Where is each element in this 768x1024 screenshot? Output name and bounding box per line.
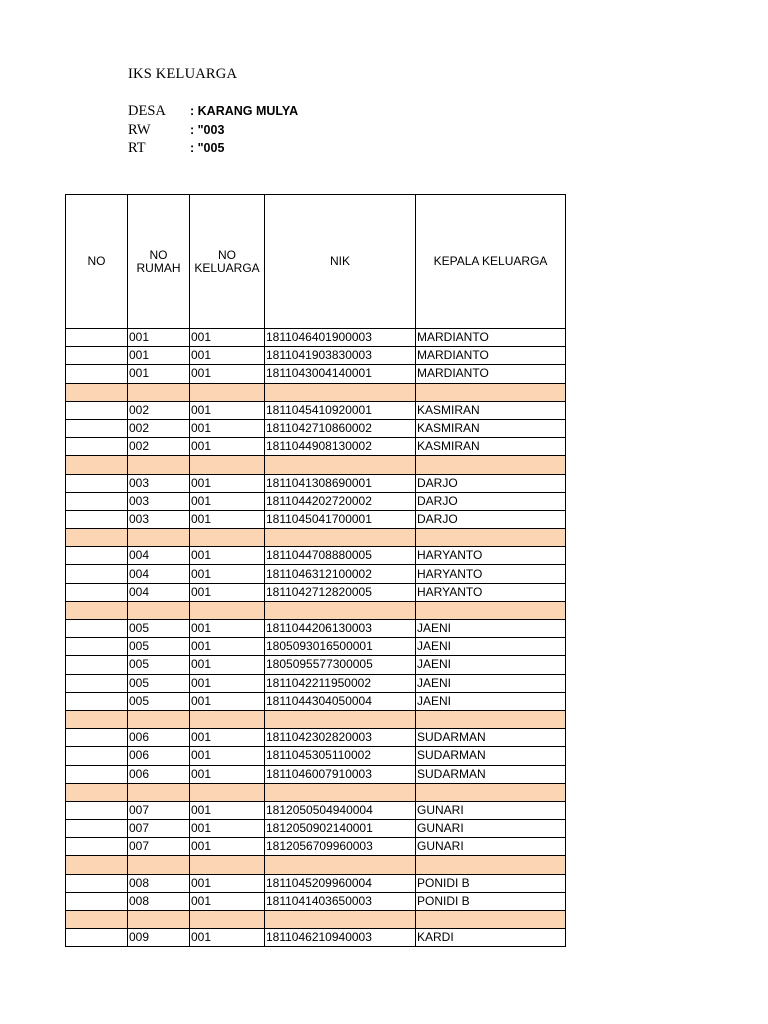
- separator-cell: [190, 783, 265, 801]
- cell-no-rumah: 001: [128, 365, 190, 383]
- cell-no-rumah: 007: [128, 820, 190, 838]
- cell-nik: 1812056709960003: [265, 838, 416, 856]
- separator-row: [66, 601, 566, 619]
- cell-kepala-keluarga: GUNARI: [416, 838, 566, 856]
- separator-cell: [416, 383, 566, 401]
- cell-no: [66, 547, 128, 565]
- cell-no-rumah: 007: [128, 801, 190, 819]
- cell-nik: 1811041903830003: [265, 347, 416, 365]
- table-row: [66, 492, 566, 510]
- cell-no-rumah: 004: [128, 565, 190, 583]
- cell-no-rumah: 005: [128, 656, 190, 674]
- table-row: [66, 583, 566, 601]
- cell-kepala-keluarga: HARYANTO: [416, 583, 566, 601]
- cell-no: [66, 765, 128, 783]
- cell-nik: 1811046007910003: [265, 765, 416, 783]
- separator-cell: [265, 856, 416, 874]
- table-row: [66, 892, 566, 910]
- cell-no-rumah: 002: [128, 419, 190, 437]
- cell-kepala-keluarga: HARYANTO: [416, 565, 566, 583]
- cell-nik: 1811042712820005: [265, 583, 416, 601]
- cell-no-keluarga: 001: [190, 583, 265, 601]
- cell-no-rumah: 004: [128, 583, 190, 601]
- cell-kepala-keluarga: PONIDI B: [416, 892, 566, 910]
- separator-cell: [265, 456, 416, 474]
- cell-no-rumah: 001: [128, 329, 190, 347]
- cell-no-keluarga: 001: [190, 801, 265, 819]
- cell-nik: 1811042710860002: [265, 419, 416, 437]
- cell-no-keluarga: 001: [190, 656, 265, 674]
- cell-no: [66, 838, 128, 856]
- header-no-rumah-line2: RUMAH: [136, 260, 181, 275]
- cell-nik: 1811045305110002: [265, 747, 416, 765]
- rt-label: RT: [128, 140, 146, 156]
- cell-kepala-keluarga: KASMIRAN: [416, 401, 566, 419]
- cell-no: [66, 747, 128, 765]
- cell-nik: 1811046312100002: [265, 565, 416, 583]
- separator-cell: [66, 456, 128, 474]
- cell-no: [66, 729, 128, 747]
- cell-no-keluarga: 001: [190, 438, 265, 456]
- cell-no-rumah: 003: [128, 474, 190, 492]
- cell-no-rumah: 008: [128, 874, 190, 892]
- cell-no-keluarga: 001: [190, 620, 265, 638]
- table-row: [66, 838, 566, 856]
- cell-kepala-keluarga: SUDARMAN: [416, 765, 566, 783]
- cell-no-rumah: 003: [128, 492, 190, 510]
- cell-no: [66, 401, 128, 419]
- cell-no-keluarga: 001: [190, 674, 265, 692]
- desa-label: DESA: [128, 103, 166, 119]
- table-row: [66, 729, 566, 747]
- cell-kepala-keluarga: JAENI: [416, 674, 566, 692]
- separator-cell: [416, 710, 566, 728]
- cell-kepala-keluarga: DARJO: [416, 474, 566, 492]
- cell-nik: 1811045209960004: [265, 874, 416, 892]
- cell-no: [66, 347, 128, 365]
- cell-no: [66, 438, 128, 456]
- cell-nik: 1811044908130002: [265, 438, 416, 456]
- header-no-keluarga-line1: NO: [218, 247, 236, 262]
- cell-kepala-keluarga: PONIDI B: [416, 874, 566, 892]
- separator-cell: [265, 710, 416, 728]
- cell-no-rumah: 006: [128, 765, 190, 783]
- cell-no-rumah: 005: [128, 620, 190, 638]
- header-no-keluarga-line2: KELUARGA: [194, 260, 260, 275]
- table-row: [66, 674, 566, 692]
- cell-no: [66, 692, 128, 710]
- table-row: [66, 692, 566, 710]
- header-no-rumah: [128, 195, 190, 329]
- separator-cell: [265, 529, 416, 547]
- separator-cell: [128, 529, 190, 547]
- cell-no-rumah: 007: [128, 838, 190, 856]
- separator-cell: [265, 911, 416, 929]
- cell-kepala-keluarga: SUDARMAN: [416, 729, 566, 747]
- table-row: [66, 620, 566, 638]
- cell-no: [66, 892, 128, 910]
- cell-kepala-keluarga: MARDIANTO: [416, 347, 566, 365]
- separator-cell: [190, 601, 265, 619]
- desa-value: : KARANG MULYA: [190, 104, 299, 118]
- cell-kepala-keluarga: HARYANTO: [416, 547, 566, 565]
- cell-no: [66, 474, 128, 492]
- table-row: [66, 547, 566, 565]
- separator-cell: [128, 911, 190, 929]
- cell-nik: 1811044202720002: [265, 492, 416, 510]
- table-row: [66, 419, 566, 437]
- separator-cell: [416, 601, 566, 619]
- cell-no-keluarga: 001: [190, 874, 265, 892]
- rw-value: : "003: [190, 123, 225, 137]
- cell-no-rumah: 005: [128, 692, 190, 710]
- table-row: [66, 365, 566, 383]
- cell-no: [66, 874, 128, 892]
- cell-kepala-keluarga: KASMIRAN: [416, 419, 566, 437]
- cell-no-keluarga: 001: [190, 365, 265, 383]
- separator-cell: [416, 856, 566, 874]
- cell-no-keluarga: 001: [190, 765, 265, 783]
- cell-no-rumah: 008: [128, 892, 190, 910]
- rt-value: : "005: [190, 141, 225, 155]
- cell-nik: 1811044708880005: [265, 547, 416, 565]
- table-row: [66, 765, 566, 783]
- header-no-keluarga: [190, 195, 265, 329]
- header-nik: NIK: [265, 195, 416, 329]
- cell-no-keluarga: 001: [190, 401, 265, 419]
- separator-row: [66, 529, 566, 547]
- separator-cell: [190, 383, 265, 401]
- separator-cell: [66, 911, 128, 929]
- cell-kepala-keluarga: JAENI: [416, 620, 566, 638]
- document-title: IKS KELUARGA: [128, 66, 238, 82]
- rw-label: RW: [128, 122, 151, 138]
- cell-nik: 1811044206130003: [265, 620, 416, 638]
- cell-no-keluarga: 001: [190, 547, 265, 565]
- cell-no-rumah: 005: [128, 638, 190, 656]
- cell-kepala-keluarga: GUNARI: [416, 801, 566, 819]
- cell-kepala-keluarga: DARJO: [416, 492, 566, 510]
- cell-no: [66, 565, 128, 583]
- cell-no: [66, 674, 128, 692]
- cell-nik: 1811041403650003: [265, 892, 416, 910]
- separator-cell: [190, 529, 265, 547]
- table-row: [66, 747, 566, 765]
- separator-cell: [190, 856, 265, 874]
- separator-cell: [128, 456, 190, 474]
- family-table: [65, 194, 566, 947]
- header-no: NO: [66, 195, 128, 329]
- cell-kepala-keluarga: SUDARMAN: [416, 747, 566, 765]
- cell-no-keluarga: 001: [190, 565, 265, 583]
- cell-no: [66, 656, 128, 674]
- separator-row: [66, 710, 566, 728]
- table-row: [66, 329, 566, 347]
- cell-nik: 1812050902140001: [265, 820, 416, 838]
- table-row: [66, 801, 566, 819]
- separator-cell: [128, 856, 190, 874]
- separator-cell: [190, 710, 265, 728]
- separator-cell: [128, 710, 190, 728]
- cell-nik: 1811045410920001: [265, 401, 416, 419]
- separator-cell: [128, 383, 190, 401]
- cell-kepala-keluarga: MARDIANTO: [416, 329, 566, 347]
- table-row: [66, 874, 566, 892]
- separator-cell: [416, 456, 566, 474]
- separator-row: [66, 783, 566, 801]
- table-row: [66, 929, 566, 947]
- cell-no-keluarga: 001: [190, 729, 265, 747]
- table-row: [66, 565, 566, 583]
- cell-no-keluarga: 001: [190, 838, 265, 856]
- cell-no-keluarga: 001: [190, 492, 265, 510]
- cell-no-keluarga: 001: [190, 692, 265, 710]
- cell-nik: 1805093016500001: [265, 638, 416, 656]
- separator-cell: [66, 601, 128, 619]
- table-row: [66, 438, 566, 456]
- cell-kepala-keluarga: JAENI: [416, 692, 566, 710]
- cell-kepala-keluarga: KASMIRAN: [416, 438, 566, 456]
- cell-kepala-keluarga: DARJO: [416, 510, 566, 528]
- header-no-rumah-line1: NO: [149, 247, 168, 262]
- cell-nik: 1811042302820003: [265, 729, 416, 747]
- cell-no: [66, 638, 128, 656]
- cell-nik: 1811046210940003: [265, 929, 416, 947]
- separator-cell: [265, 783, 416, 801]
- cell-no: [66, 620, 128, 638]
- separator-cell: [66, 383, 128, 401]
- cell-nik: 1811045041700001: [265, 510, 416, 528]
- table-row: [66, 638, 566, 656]
- separator-cell: [66, 856, 128, 874]
- cell-no-rumah: 002: [128, 438, 190, 456]
- cell-no: [66, 329, 128, 347]
- separator-cell: [416, 529, 566, 547]
- cell-nik: 1811046401900003: [265, 329, 416, 347]
- cell-no-rumah: 004: [128, 547, 190, 565]
- header-kepala-keluarga: KEPALA KELUARGA: [416, 195, 566, 329]
- separator-cell: [190, 456, 265, 474]
- table-row: [66, 401, 566, 419]
- cell-nik: 1811041308690001: [265, 474, 416, 492]
- cell-no: [66, 801, 128, 819]
- cell-no-keluarga: 001: [190, 747, 265, 765]
- separator-cell: [190, 911, 265, 929]
- cell-nik: 1812050504940004: [265, 801, 416, 819]
- cell-nik: 1811043004140001: [265, 365, 416, 383]
- cell-no: [66, 583, 128, 601]
- table-header-row: [66, 195, 566, 329]
- cell-no-keluarga: 001: [190, 638, 265, 656]
- separator-cell: [66, 710, 128, 728]
- cell-no: [66, 820, 128, 838]
- table-row: [66, 510, 566, 528]
- cell-no-keluarga: 001: [190, 929, 265, 947]
- cell-no-keluarga: 001: [190, 419, 265, 437]
- separator-cell: [416, 783, 566, 801]
- cell-no: [66, 929, 128, 947]
- cell-no-rumah: 001: [128, 347, 190, 365]
- table-body: [66, 329, 566, 947]
- separator-row: [66, 383, 566, 401]
- separator-cell: [265, 601, 416, 619]
- cell-no-keluarga: 001: [190, 510, 265, 528]
- separator-cell: [128, 601, 190, 619]
- cell-nik: 1805095577300005: [265, 656, 416, 674]
- separator-cell: [128, 783, 190, 801]
- cell-no: [66, 492, 128, 510]
- table-row: [66, 474, 566, 492]
- cell-kepala-keluarga: MARDIANTO: [416, 365, 566, 383]
- separator-row: [66, 456, 566, 474]
- separator-cell: [265, 383, 416, 401]
- separator-row: [66, 856, 566, 874]
- cell-no-keluarga: 001: [190, 820, 265, 838]
- cell-no-rumah: 006: [128, 747, 190, 765]
- cell-no-rumah: 006: [128, 729, 190, 747]
- cell-kepala-keluarga: KARDI: [416, 929, 566, 947]
- cell-no-rumah: 009: [128, 929, 190, 947]
- cell-kepala-keluarga: JAENI: [416, 656, 566, 674]
- cell-no: [66, 365, 128, 383]
- separator-cell: [66, 783, 128, 801]
- cell-no-rumah: 003: [128, 510, 190, 528]
- cell-no-rumah: 005: [128, 674, 190, 692]
- cell-no-keluarga: 001: [190, 474, 265, 492]
- cell-no-keluarga: 001: [190, 329, 265, 347]
- cell-nik: 1811042211950002: [265, 674, 416, 692]
- cell-no-keluarga: 001: [190, 892, 265, 910]
- separator-cell: [66, 529, 128, 547]
- separator-cell: [416, 911, 566, 929]
- cell-kepala-keluarga: JAENI: [416, 638, 566, 656]
- cell-no: [66, 419, 128, 437]
- table-row: [66, 656, 566, 674]
- cell-no-keluarga: 001: [190, 347, 265, 365]
- table-row: [66, 820, 566, 838]
- cell-nik: 1811044304050004: [265, 692, 416, 710]
- cell-no: [66, 510, 128, 528]
- cell-no-rumah: 002: [128, 401, 190, 419]
- cell-kepala-keluarga: GUNARI: [416, 820, 566, 838]
- table-row: [66, 347, 566, 365]
- separator-row: [66, 911, 566, 929]
